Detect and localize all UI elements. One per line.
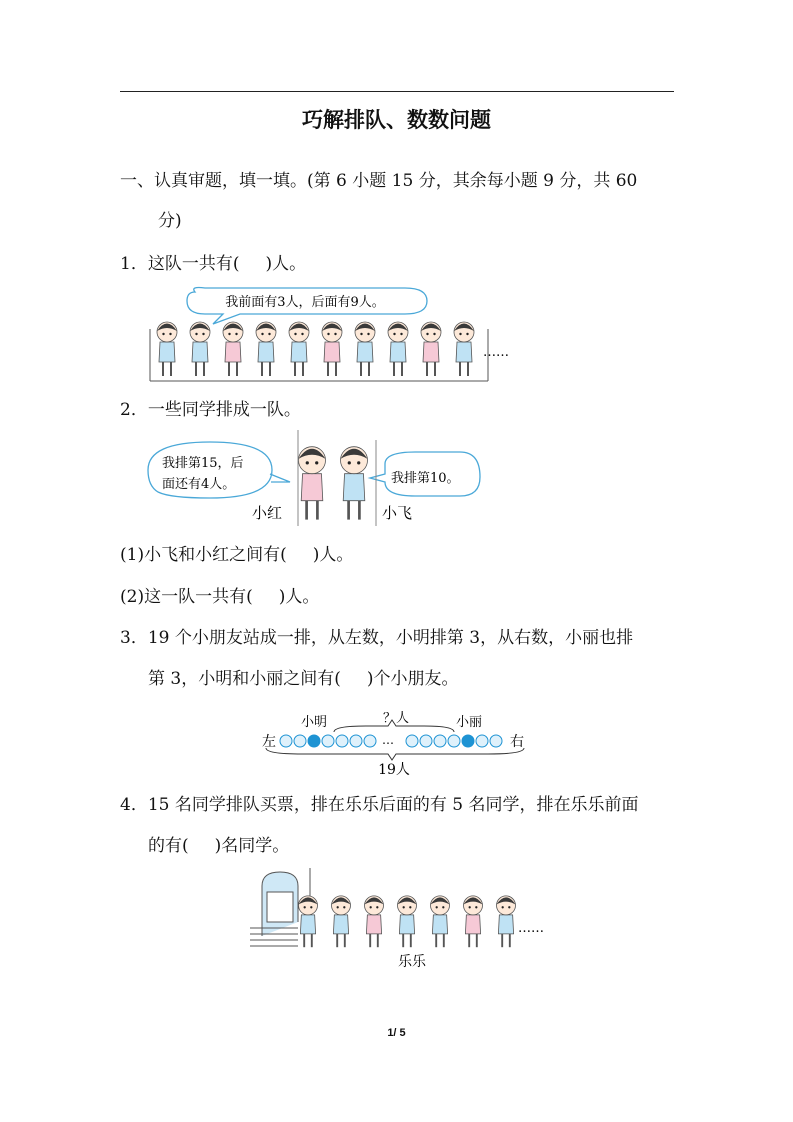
child-circle	[350, 735, 362, 747]
page-title: 巧解排队、数数问题	[302, 108, 491, 132]
child-figure	[398, 896, 417, 947]
figure-row-diagram	[262, 708, 532, 776]
child-figure	[299, 447, 326, 520]
bubble-left-line1: 我排第15，后	[162, 456, 244, 471]
child-circle	[420, 735, 432, 747]
page-number: 1/ 5	[387, 1027, 406, 1039]
child-figure	[355, 322, 375, 376]
child-figure	[256, 322, 276, 376]
question-4-cont: 的有( )名同学。	[148, 836, 290, 856]
two-children	[299, 447, 368, 520]
child-figure	[332, 896, 351, 947]
label-xiaohong: 小红	[252, 504, 283, 522]
question-2: 2．一些同学排成一队。	[120, 400, 301, 420]
children-row	[299, 896, 516, 947]
child-circle	[294, 735, 306, 747]
child-circle	[476, 735, 488, 747]
question-2-sub-2: (2)这一队一共有( )人。	[120, 587, 320, 607]
bubble-right-text: 我排第10。	[391, 471, 460, 486]
highlighted-child-circle	[462, 735, 474, 747]
question-3-cont: 第 3，小明和小丽之间有( )个小朋友。	[148, 669, 459, 689]
child-figure	[421, 322, 441, 376]
children-row	[157, 322, 474, 376]
child-figure	[464, 896, 483, 947]
child-figure	[341, 447, 368, 520]
label-right: 右	[510, 734, 524, 750]
child-circle	[490, 735, 502, 747]
child-circle	[336, 735, 348, 747]
child-circle	[406, 735, 418, 747]
child-figure	[322, 322, 342, 376]
child-circle	[434, 735, 446, 747]
child-figure	[431, 896, 450, 947]
child-circle	[364, 735, 376, 747]
label-lele: 乐乐	[398, 954, 426, 970]
bottom-brace	[266, 748, 524, 760]
child-figure	[190, 322, 210, 376]
section-heading: 一、认真审题，填一填。(第 6 小题 15 分，其余每小题 9 分，共 60	[120, 171, 638, 191]
continuation-dots: ……	[518, 921, 544, 936]
child-circle	[322, 735, 334, 747]
label-left: 左	[262, 734, 276, 750]
question-2-sub-1: (1)小飞和小红之间有( )人。	[120, 545, 354, 565]
child-figure	[223, 322, 243, 376]
child-circle	[280, 735, 292, 747]
section-heading-cont: 分)	[158, 211, 182, 231]
label-xiaoli: 小丽	[455, 715, 483, 730]
bubble-left-line2: 面还有4人。	[162, 477, 236, 492]
figure-ticket-queue	[250, 866, 550, 976]
highlighted-child-circle	[308, 735, 320, 747]
child-figure	[454, 322, 474, 376]
ellipsis: …	[382, 733, 394, 747]
child-figure	[497, 896, 516, 947]
child-figure	[157, 322, 177, 376]
label-total: 19人	[378, 762, 410, 778]
child-figure	[388, 322, 408, 376]
question-4: 4．15 名同学排队买票，排在乐乐后面的有 5 名同学，排在乐乐前面	[120, 795, 639, 815]
figure-queue-2	[140, 430, 490, 530]
continuation-dots: ……	[483, 345, 509, 360]
child-figure	[365, 896, 384, 947]
question-1: 1．这队一共有( )人。	[120, 254, 307, 274]
label-unknown-count: ？人	[382, 711, 410, 726]
label-xiaoming: 小明	[300, 715, 328, 730]
child-circle	[448, 735, 460, 747]
child-figure	[299, 896, 318, 947]
child-figure	[289, 322, 309, 376]
question-3: 3．19 个小朋友站成一排，从左数，小明排第 3，从右数，小丽也排	[120, 628, 634, 648]
bubble-text: 我前面有3人，后面有9人。	[225, 295, 385, 310]
label-xiaofei: 小飞	[382, 504, 413, 522]
figure-queue-1	[145, 284, 509, 384]
top-rule	[120, 91, 674, 92]
